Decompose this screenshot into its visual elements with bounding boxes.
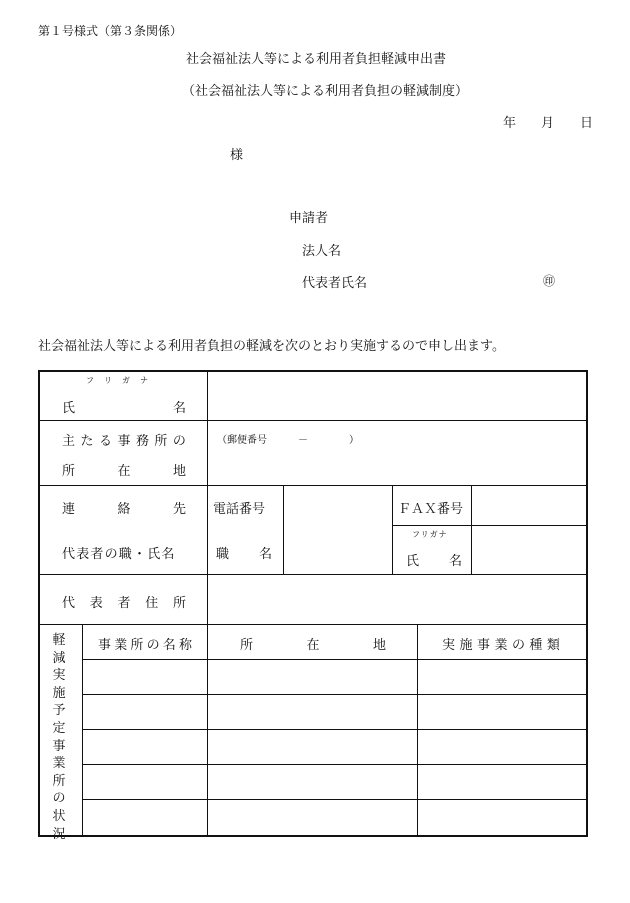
document-subtitle: （社会福祉法人等による利用者負担の軽減制度） (182, 84, 469, 99)
office-location-cell[interactable] (209, 731, 415, 762)
application-statement: 社会福祉法人等による利用者負担の軽減を次のとおり実施するので申し出ます。 (38, 339, 505, 354)
row-divider (82, 729, 586, 730)
row-divider (38, 574, 586, 575)
office-service-cell[interactable] (419, 766, 582, 797)
name-label: 氏 名 (62, 401, 186, 416)
office-name-cell[interactable] (84, 766, 205, 797)
job-title-input-area[interactable] (287, 529, 388, 570)
col-header-location: 所 在 地 (240, 638, 386, 653)
name-input-area[interactable] (212, 374, 582, 418)
fax-input-area[interactable] (475, 489, 582, 521)
column-divider (283, 485, 284, 574)
office-location-cell[interactable] (209, 766, 415, 797)
phone-input-area[interactable] (287, 489, 388, 521)
office-name-cell[interactable] (84, 696, 205, 727)
office-service-cell[interactable] (419, 661, 582, 692)
office-name-cell[interactable] (84, 801, 205, 832)
row-divider (38, 624, 586, 625)
office-location-cell[interactable] (209, 661, 415, 692)
rep-title-name-label: 代表者の職・氏名 (62, 547, 176, 562)
office-location-cell[interactable] (209, 801, 415, 832)
office-location-cell[interactable] (209, 696, 415, 727)
fax-label: ＦＡＸ番号 (398, 502, 464, 517)
rep-address-input-area[interactable] (212, 578, 582, 620)
addressee-suffix: 様 (230, 148, 244, 163)
date-month-label: 月 (541, 116, 555, 131)
column-divider (417, 624, 418, 835)
rep-address-label: 代 表 者 住 所 (62, 596, 186, 611)
postal-code-close: ） (349, 435, 359, 446)
row-divider (82, 799, 586, 800)
col-header-service-type: 実 施 事 業 の 種 類 (442, 638, 560, 653)
row-divider (38, 485, 586, 486)
row-divider (82, 694, 586, 695)
column-divider (392, 485, 393, 574)
rep-name-cell-label: 氏 名 (406, 554, 462, 569)
row-divider (38, 420, 586, 421)
rep-furigana-label: フリガナ (412, 530, 448, 539)
col-header-office-name: 事 業 所 の 名 称 (98, 638, 192, 653)
rep-name-input-area[interactable] (475, 529, 582, 570)
office-label-line2: 所 在 地 (62, 464, 186, 479)
office-address-input-area[interactable] (212, 446, 582, 482)
column-divider (471, 485, 472, 574)
name-furigana-label: フ リ ガ ナ (86, 376, 149, 385)
postal-code-dash: － (298, 435, 308, 446)
column-divider (82, 624, 83, 835)
job-title-label: 職 名 (216, 547, 272, 562)
seal-mark: ㊞ (543, 274, 556, 288)
office-name-cell[interactable] (84, 731, 205, 762)
rep-name-label: 代表者氏名 (302, 276, 368, 291)
form-number: 第１号様式（第３条関係） (38, 24, 183, 38)
date-day-label: 日 (580, 116, 594, 131)
row-divider (82, 764, 586, 765)
office-service-cell[interactable] (419, 801, 582, 832)
row-divider (82, 659, 586, 660)
office-label-line1: 主 た る 事 務 所 の (62, 434, 186, 449)
row-divider (392, 525, 586, 526)
document-title: 社会福祉法人等による利用者負担軽減申出書 (186, 52, 447, 67)
column-divider (207, 370, 208, 835)
date-year-label: 年 (503, 116, 517, 131)
phone-label: 電話番号 (213, 502, 266, 517)
postal-code-label: （郵便番号 (217, 435, 267, 446)
corp-name-label: 法人名 (302, 244, 342, 259)
office-service-cell[interactable] (419, 731, 582, 762)
contact-label: 連 絡 先 (62, 502, 186, 517)
office-service-cell[interactable] (419, 696, 582, 727)
offices-section-label: 軽 減 実 施 予 定 事 業 所 の 状 況 (52, 633, 66, 842)
office-name-cell[interactable] (84, 661, 205, 692)
applicant-label: 申請者 (289, 211, 329, 226)
